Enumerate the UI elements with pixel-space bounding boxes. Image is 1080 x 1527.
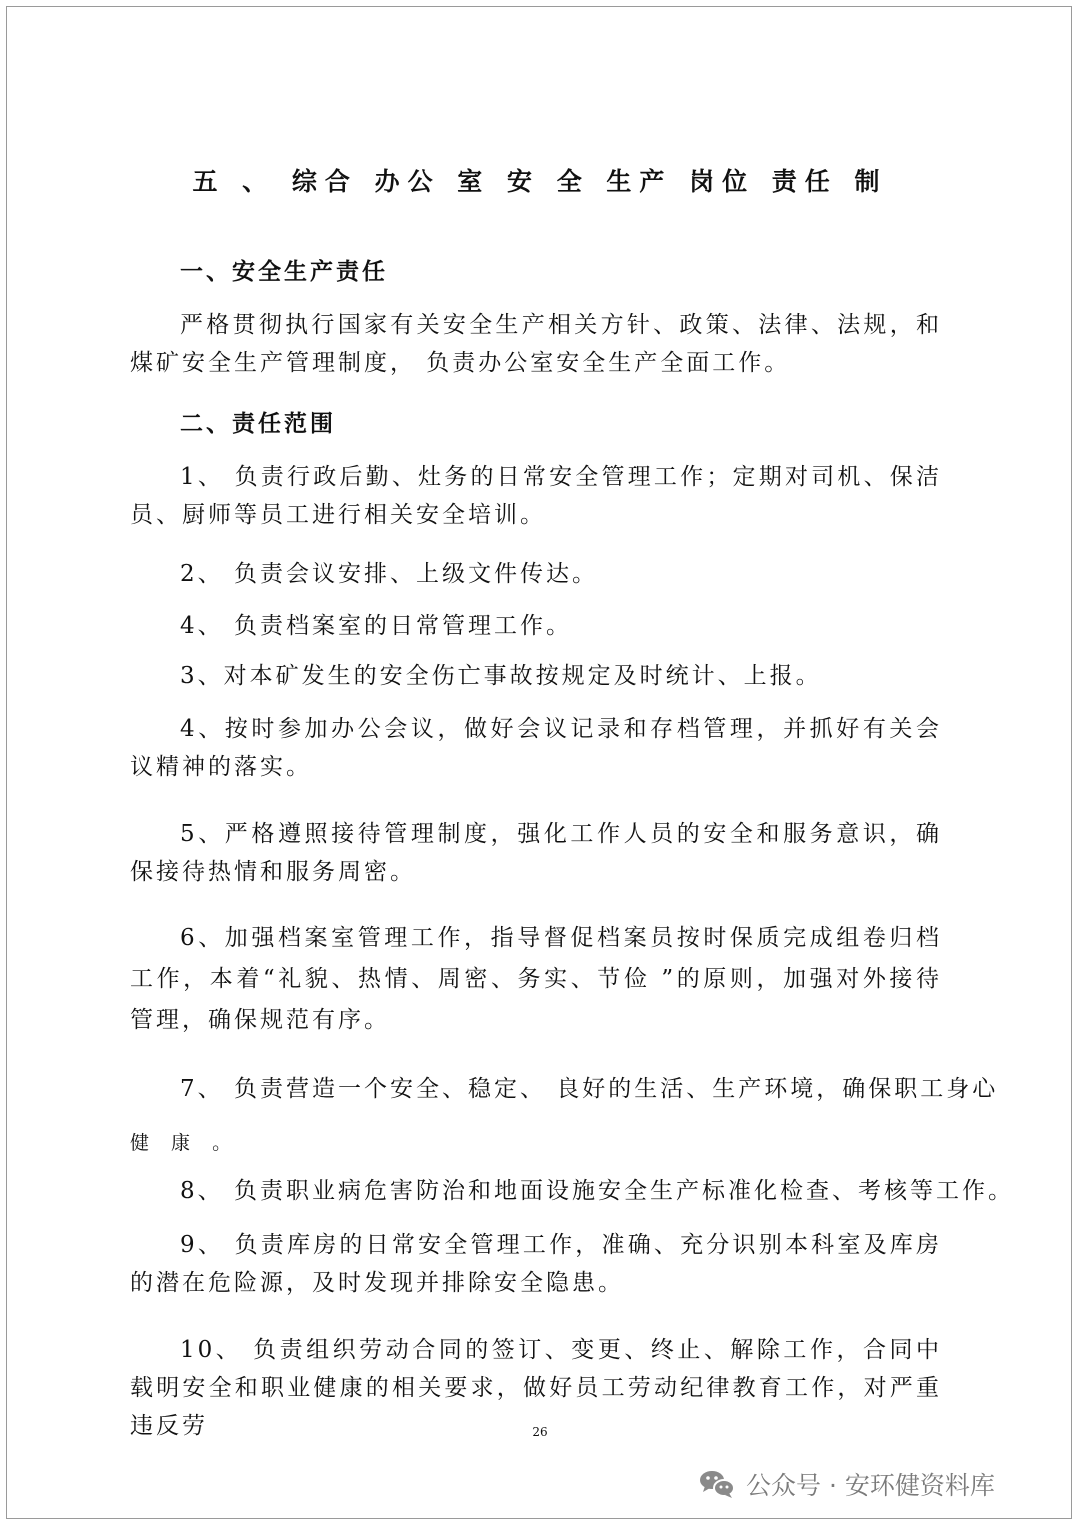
scope-item-8: 8、 负责职业病危害防治和地面设施安全生产标准化检查、考核等工作。	[180, 1178, 1014, 1204]
scope-item-5: 5、严格遵照接待管理制度，强化工作人员的安全和服务意识，确保接待热情和服务周密。	[130, 821, 942, 885]
wechat-icon	[698, 1468, 736, 1500]
watermark-text: 公众号 · 安环健资料库	[746, 1471, 995, 1500]
section-heading-responsibility: 一、安全生产责任	[180, 258, 388, 285]
section-heading-scope: 二、责任范围	[180, 410, 336, 437]
scope-item-6: 6、加强档案室管理工作，指导督促档案员按时保质完成组卷归档工作，本着“礼貌、热情、周密、务实、节俭 ”的原则，加强对外接待管理，确保规范有序。	[130, 925, 942, 1033]
scope-item-10: 10、 负责组织劳动合同的签订、变更、终止、解除工作，合同中载明安全和职业健康的相关要求，做好员工劳动纪律教育工作，对严重违反劳	[130, 1337, 942, 1439]
page-number: 26	[532, 1425, 548, 1439]
scope-item-3: 3、对本矿发生的安全伤亡事故按规定及时统计、上报。	[180, 663, 822, 689]
scope-item-1: 1、 负责行政后勤、灶务的日常安全管理工作；定期对司机、保洁员、厨师等员工进行相关安全培训。	[130, 464, 942, 528]
document-title: 五 、 综合 办公 室 安 全 生产 岗位 责任 制	[192, 167, 888, 196]
scope-item-4b: 4、按时参加办公会议，做好会议记录和存档管理，并抓好有关会议精神的落实。	[130, 716, 942, 780]
scope-item-2: 2、 负责会议安排、上级文件传达。	[180, 561, 598, 587]
scope-item-4a: 4、 负责档案室的日常管理工作。	[180, 613, 572, 639]
watermark	[698, 1462, 995, 1506]
paragraph-responsibility: 严格贯彻执行国家有关安全生产相关方针、政策、法律、法规，和煤矿安全生产管理制度， 负责办公室安全生产全面工作。	[130, 312, 942, 376]
scope-item-9: 9、 负责库房的日常安全管理工作，准确、充分识别本科室及库房的潜在危险源，及时发现并排除安全隐患。	[130, 1232, 942, 1296]
scope-item-7-continued: 健 康 。	[130, 1132, 240, 1154]
scope-item-7: 7、 负责营造一个安全、稳定、 良好的生活、生产环境，确保职工身心	[180, 1076, 999, 1102]
